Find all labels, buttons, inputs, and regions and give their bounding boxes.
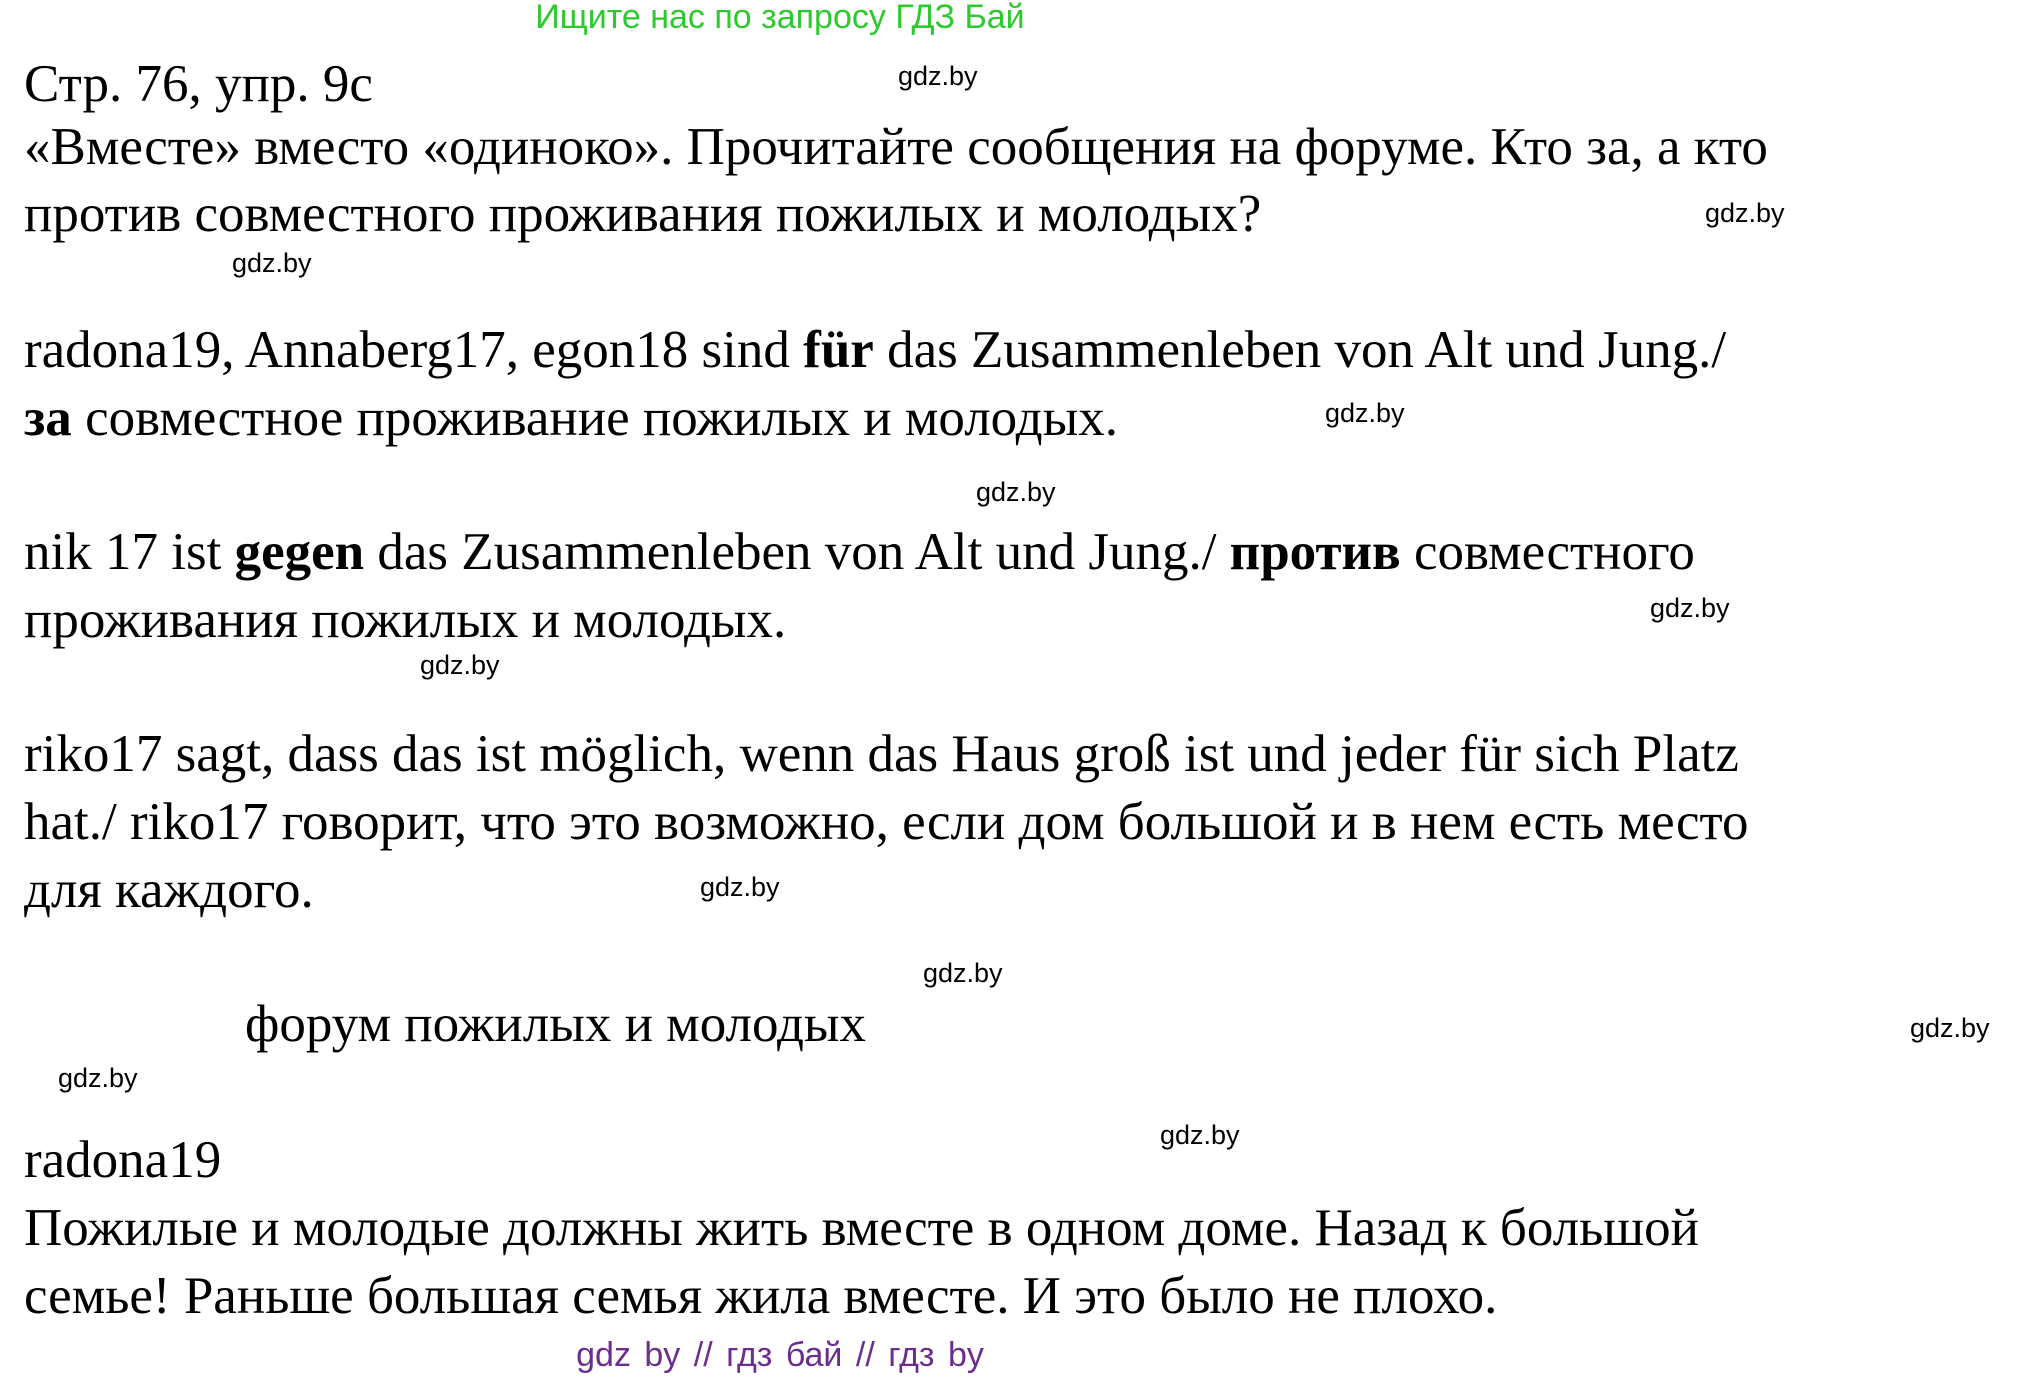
para2-text: nik 17 ist: [24, 523, 235, 581]
para1-bold-fuer: für: [803, 321, 874, 379]
task-line-2: против совместного проживания пожилых и молодых?: [24, 185, 1262, 243]
para2-line-1: [24, 518, 1695, 586]
post-line-2: семье! Раньше большая семья жила вместе. И это было не плохо.: [24, 1267, 1498, 1325]
page-heading: Стр. 76, упр. 9c: [24, 55, 373, 113]
para1-line2-rest: совместное проживание пожилых и молодых.: [71, 389, 1118, 447]
para1-text: radona19, Annaberg17, egon18 sind: [24, 321, 804, 379]
watermark: gdz.by: [420, 650, 500, 680]
watermark: gdz.by: [923, 958, 1003, 988]
forum-title: форум пожилых и молодых: [245, 995, 867, 1053]
para2-text-mid: das Zusammenleben von Alt und Jung./: [364, 523, 1230, 581]
post-username: radona19: [24, 1131, 222, 1189]
task-line-1: «Вместе» вместо «одиноко». Прочитайте сообщения на форуме. Кто за, а кто: [24, 118, 1768, 176]
post-line-1: Пожилые и молодые должны жить вместе в одном доме. Назад к большой: [24, 1199, 1699, 1257]
para2-text-rest: совместного: [1400, 523, 1695, 581]
watermark: gdz.by: [898, 61, 978, 91]
footer-links: gdz by // гдз бай // гдз by: [576, 1336, 984, 1374]
para3-line-3: для каждого.: [24, 861, 314, 919]
watermark: gdz.by: [1910, 1013, 1990, 1043]
para2-bold-gegen: gegen: [234, 523, 365, 581]
para1-line-2: [24, 384, 1118, 452]
watermark: gdz.by: [58, 1063, 138, 1093]
watermark: gdz.by: [976, 477, 1056, 507]
para1-bold-za: за: [24, 389, 72, 447]
para2-bold-protiv: против: [1229, 523, 1401, 581]
para3-line-1: riko17 sagt, dass das ist möglich, wenn das Haus groß ist und jeder für sich Platz: [24, 725, 1739, 783]
para2-line-2: проживания пожилых и молодых.: [24, 591, 787, 649]
watermark: gdz.by: [1325, 398, 1405, 428]
para3-line-2: hat./ riko17 говорит, что это возможно, если дом большой и в нем есть место: [24, 793, 1749, 851]
watermark: gdz.by: [232, 248, 312, 278]
top-banner: Ищите нас по запросу ГДЗ Бай: [535, 0, 1025, 36]
watermark: gdz.by: [1705, 198, 1785, 228]
watermark: gdz.by: [700, 872, 780, 902]
watermark: gdz.by: [1650, 593, 1730, 623]
watermark: gdz.by: [1160, 1120, 1240, 1150]
para1-line-1: [24, 316, 1726, 384]
para1-text-rest: das Zusammenleben von Alt und Jung./: [873, 321, 1727, 379]
